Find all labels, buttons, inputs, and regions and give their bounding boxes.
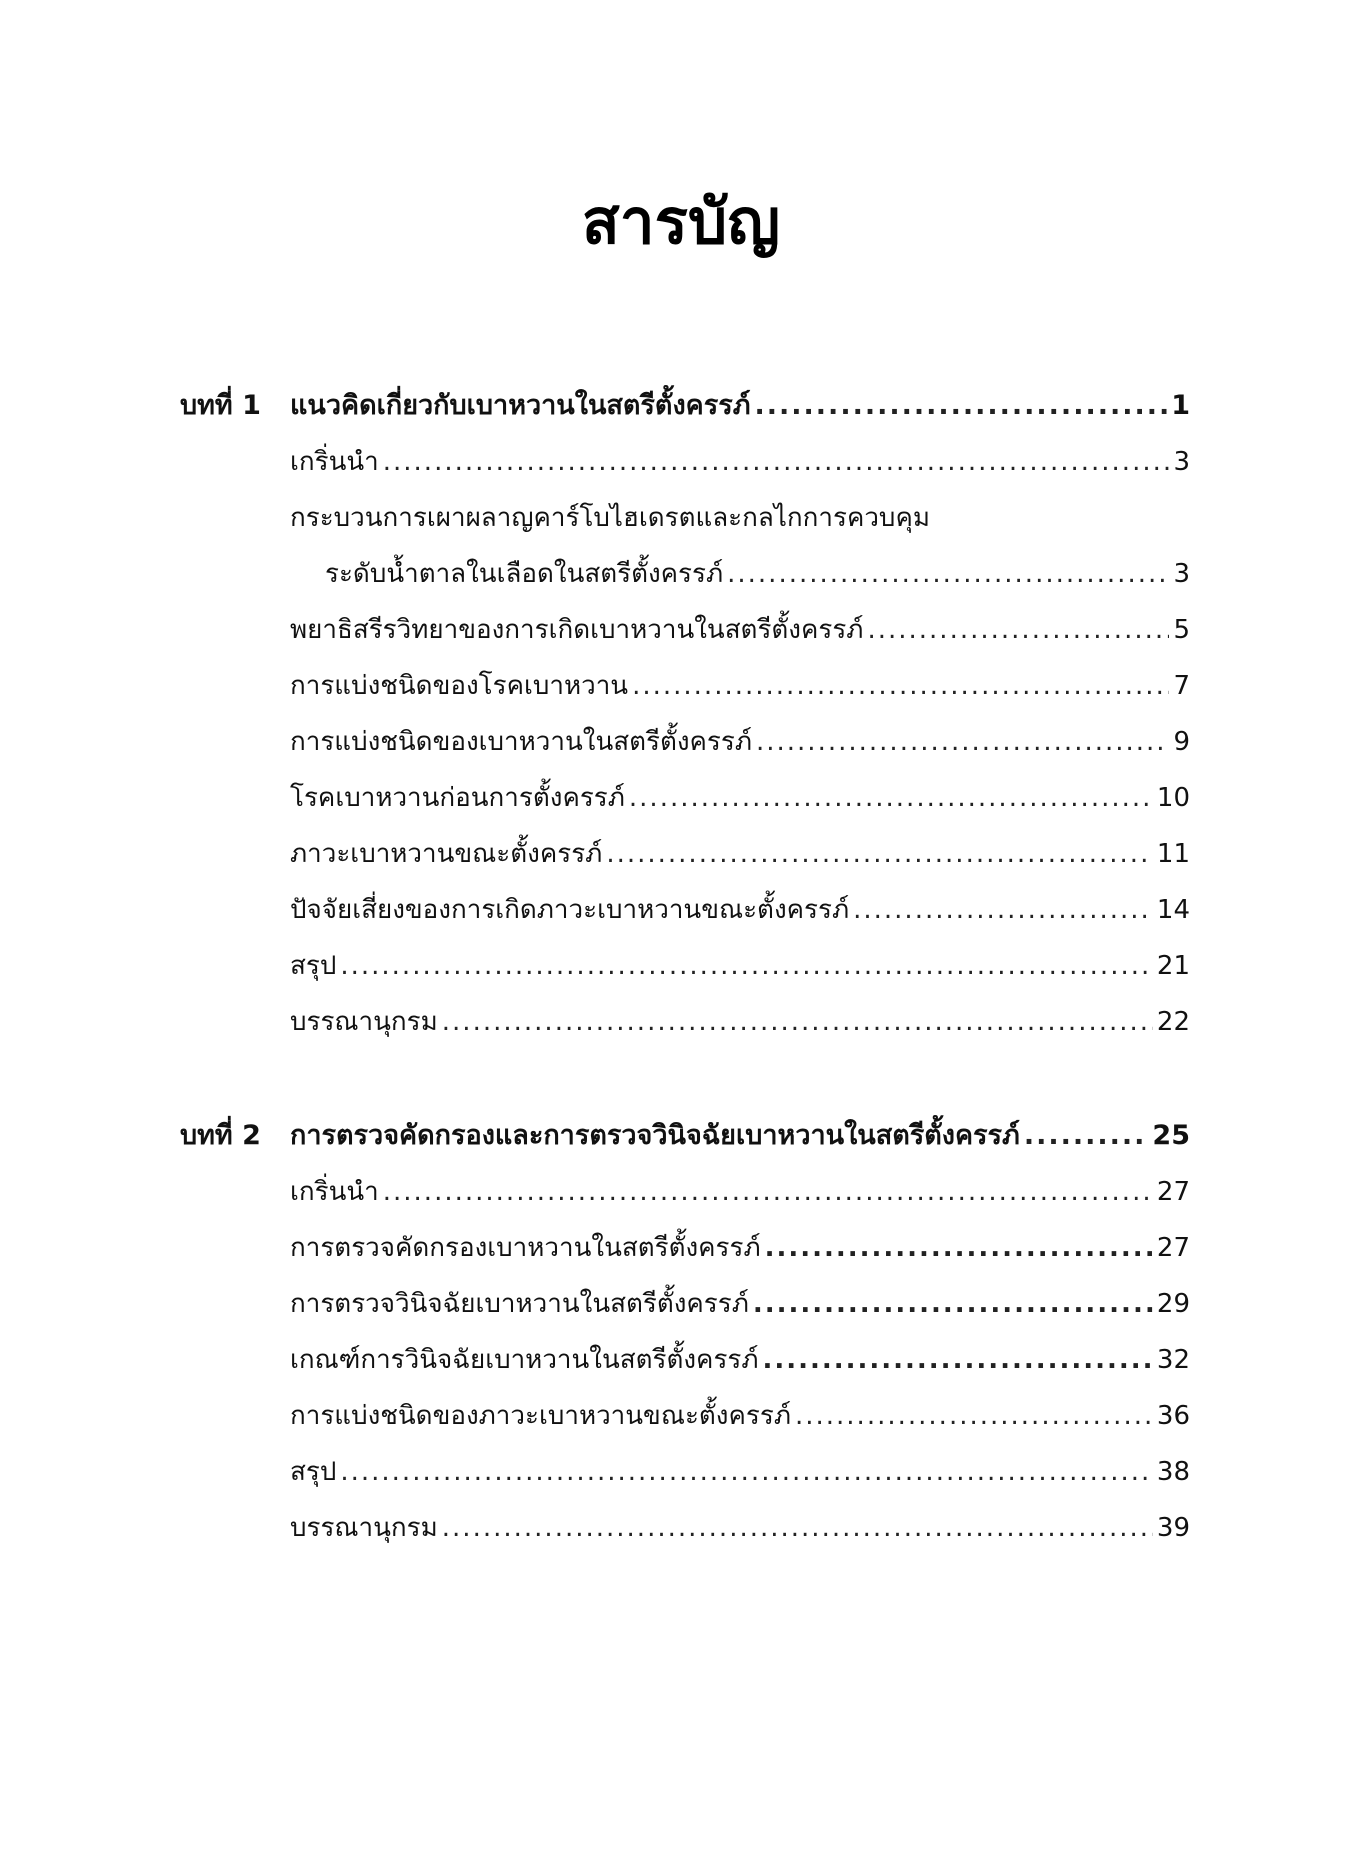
toc-entry[interactable] bbox=[180, 1388, 1190, 1444]
dot-leader bbox=[1024, 1108, 1149, 1164]
toc-entry-title: การตรวจวินิจฉัยเบาหวานในสตรีตั้งครรภ์ bbox=[290, 1289, 749, 1319]
toc-entry[interactable] bbox=[180, 770, 1190, 826]
toc-entry[interactable] bbox=[180, 826, 1190, 882]
toc-entry-title: ระดับน้ำตาลในเลือดในสตรีตั้งครรภ์ bbox=[325, 559, 724, 589]
dot-leader bbox=[795, 1388, 1153, 1444]
toc-entry-page: 36 bbox=[1156, 1401, 1190, 1431]
toc-entry[interactable] bbox=[180, 1220, 1190, 1276]
chapter-heading[interactable] bbox=[180, 1108, 1190, 1164]
toc-entry[interactable] bbox=[180, 658, 1190, 714]
toc-entry[interactable] bbox=[180, 938, 1190, 994]
toc-entry[interactable] bbox=[180, 1500, 1190, 1556]
toc-entry-page: 29 bbox=[1156, 1289, 1190, 1319]
dot-leader bbox=[383, 1164, 1153, 1220]
toc-entry-page: 27 bbox=[1156, 1233, 1190, 1263]
chapter-title: แนวคิดเกี่ยวกับเบาหวานในสตรีตั้งครรภ์ bbox=[290, 390, 751, 421]
dot-leader bbox=[632, 658, 1169, 714]
chapter-number: บทที่ 1 bbox=[180, 390, 261, 421]
toc-entry-title: การตรวจคัดกรองเบาหวานในสตรีตั้งครรภ์ bbox=[290, 1233, 761, 1263]
chapter-title: การตรวจคัดกรองและการตรวจวินิจฉัยเบาหวานในสตรีตั้งครรภ์ bbox=[290, 1120, 1020, 1151]
toc-entry-title: ปัจจัยเสี่ยงของการเกิดภาวะเบาหวานขณะตั้งครรภ์ bbox=[290, 895, 850, 925]
dot-leader bbox=[442, 994, 1153, 1050]
toc-entry-page: 7 bbox=[1173, 671, 1190, 701]
toc-entry-title: เกณฑ์การวินิจฉัยเบาหวานในสตรีตั้งครรภ์ bbox=[290, 1345, 759, 1375]
toc-entry[interactable] bbox=[180, 882, 1190, 938]
toc-entry-page: 32 bbox=[1156, 1345, 1190, 1375]
toc-entry-title: บรรณานุกรม bbox=[290, 1007, 438, 1037]
toc-entry[interactable] bbox=[180, 434, 1190, 490]
toc-entry-title: โรคเบาหวานก่อนการตั้งครรภ์ bbox=[290, 783, 625, 813]
toc-entry-page: 14 bbox=[1156, 895, 1190, 925]
chapter-number: บทที่ 2 bbox=[180, 1120, 261, 1151]
toc-entry-title: เกริ่นนำ bbox=[290, 1177, 379, 1207]
chapter-1-section bbox=[180, 378, 1190, 1050]
dot-leader bbox=[340, 938, 1153, 994]
toc-entry-page: 3 bbox=[1173, 447, 1190, 477]
toc-entry[interactable] bbox=[180, 1444, 1190, 1500]
toc-entry-page: 3 bbox=[1173, 559, 1190, 589]
dot-leader bbox=[763, 1332, 1153, 1388]
toc-entry-page: 10 bbox=[1156, 783, 1190, 813]
toc-entry-page: 39 bbox=[1156, 1513, 1190, 1543]
dot-leader bbox=[765, 1220, 1153, 1276]
toc-entry[interactable] bbox=[180, 602, 1190, 658]
toc-entry-title: การแบ่งชนิดของภาวะเบาหวานขณะตั้งครรภ์ bbox=[290, 1401, 791, 1431]
dot-leader bbox=[629, 770, 1153, 826]
dot-leader bbox=[853, 882, 1153, 938]
toc-entry-page: 27 bbox=[1156, 1177, 1190, 1207]
toc-entry-continuation[interactable] bbox=[180, 546, 1190, 602]
toc-entry-page: 9 bbox=[1173, 727, 1190, 757]
dot-leader bbox=[383, 434, 1170, 490]
toc-entry-title: สรุป bbox=[290, 1457, 337, 1487]
toc-entry-title: การแบ่งชนิดของโรคเบาหวาน bbox=[290, 671, 629, 701]
chapter-heading[interactable] bbox=[180, 378, 1190, 434]
toc-entry-title: กระบวนการเผาผลาญคาร์โบไฮเดรตและกลไกการควบคุม bbox=[290, 503, 930, 533]
toc-entry-title: การแบ่งชนิดของเบาหวานในสตรีตั้งครรภ์ bbox=[290, 727, 752, 757]
dot-leader bbox=[753, 1276, 1153, 1332]
chapter-page-number: 1 bbox=[1171, 390, 1190, 421]
toc-entry[interactable] bbox=[180, 994, 1190, 1050]
toc-entry[interactable] bbox=[180, 1164, 1190, 1220]
dot-leader bbox=[442, 1500, 1153, 1556]
toc-entry-page: 38 bbox=[1156, 1457, 1190, 1487]
dot-leader bbox=[756, 714, 1169, 770]
dot-leader bbox=[755, 378, 1168, 434]
chapter-page-number: 25 bbox=[1152, 1120, 1190, 1151]
page-title: สารบัญ bbox=[581, 185, 781, 258]
dot-leader bbox=[606, 826, 1153, 882]
toc-entry-title: สรุป bbox=[290, 951, 337, 981]
toc-entry-page: 5 bbox=[1173, 615, 1190, 645]
toc-entry-page: 21 bbox=[1156, 951, 1190, 981]
toc-entry-title: ภาวะเบาหวานขณะตั้งครรภ์ bbox=[290, 839, 603, 869]
toc-entry-title: เกริ่นนำ bbox=[290, 447, 379, 477]
toc-entry-title: พยาธิสรีรวิทยาของการเกิดเบาหวานในสตรีตั้งครรภ์ bbox=[290, 615, 864, 645]
chapter-2-section bbox=[180, 1108, 1190, 1556]
toc-entry-title: บรรณานุกรม bbox=[290, 1513, 438, 1543]
toc-entry[interactable] bbox=[180, 1276, 1190, 1332]
toc-entry-page: 22 bbox=[1156, 1007, 1190, 1037]
toc-entry[interactable] bbox=[180, 714, 1190, 770]
dot-leader bbox=[727, 546, 1169, 602]
toc-entry-page: 11 bbox=[1156, 839, 1190, 869]
toc-entry[interactable] bbox=[180, 1332, 1190, 1388]
dot-leader bbox=[867, 602, 1169, 658]
toc-entry[interactable] bbox=[180, 490, 1190, 546]
dot-leader bbox=[340, 1444, 1153, 1500]
